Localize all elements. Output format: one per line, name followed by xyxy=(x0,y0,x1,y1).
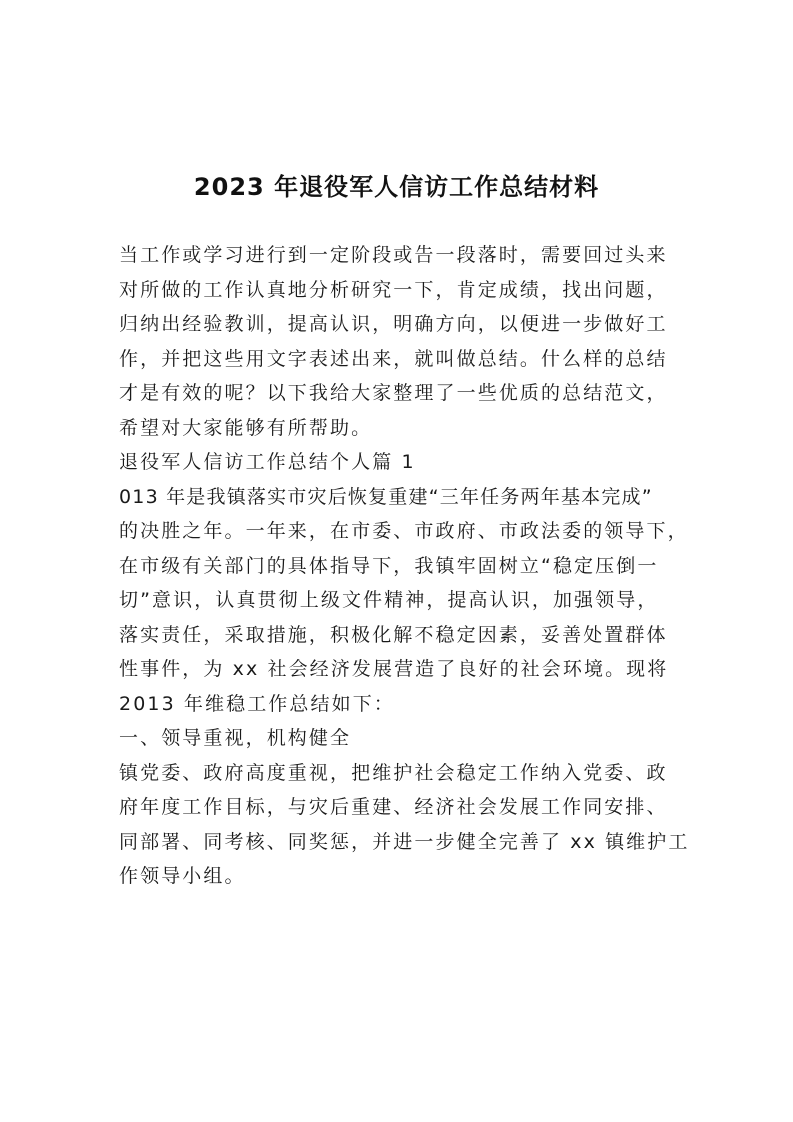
paragraph2-line-3: 同部署、同考核、同奖惩，并进一步健全完善了 xx 镇维护工 xyxy=(119,830,690,853)
document-body xyxy=(119,238,690,894)
paragraph-line-1: 013 年是我镇落实市灾后恢复重建“三年任务两年基本完成” xyxy=(119,485,653,508)
paragraph-line-4: 切”意识，认真贯彻上级文件精神，提高认识，加强领导， xyxy=(119,589,659,611)
document-title: 2023 年退役军人信访工作总结材料 xyxy=(193,173,600,201)
paragraph-line-7: 2013 年维稳工作总结如下： xyxy=(119,692,395,715)
intro-line-5: 才是有效的呢？以下我给大家整理了一些优质的总结范文， xyxy=(119,382,668,404)
paragraph-line-6: 性事件，为 xx 社会经济发展营造了良好的社会环境。现将 xyxy=(119,658,669,680)
paragraph-line-5: 落实责任，采取措施，积极化解不稳定因素，妥善处置群体 xyxy=(119,623,668,646)
paragraph2-line-2: 府年度工作目标，与灾后重建、经济社会发展工作同安排、 xyxy=(119,796,668,818)
paragraph2-line-1: 镇党委、政府高度重视，把维护社会稳定工作纳入党委、政 xyxy=(119,761,668,784)
intro-line-4: 作，并把这些用文字表述出来，就叫做总结。什么样的总结 xyxy=(119,347,668,370)
intro-line-6: 希望对大家能够有所帮助。 xyxy=(119,416,373,439)
paragraph2-line-4: 作领导小组。 xyxy=(119,865,246,887)
paragraph-line-2: 的决胜之年。一年来，在市委、市政府、市政法委的领导下， xyxy=(119,520,689,542)
subheading-1: 一、领导重视，机构健全 xyxy=(119,727,352,749)
paragraph-line-3: 在市级有关部门的具体指导下，我镇牢固树立“稳定压倒一 xyxy=(119,554,659,577)
section-heading: 退役军人信访工作总结个人篇 1 xyxy=(119,451,416,473)
intro-line-2: 对所做的工作认真地分析研究一下，肯定成绩，找出问题， xyxy=(119,278,668,301)
intro-line-1: 当工作或学习进行到一定阶段或告一段落时，需要回过头来 xyxy=(119,244,668,266)
intro-line-3: 归纳出经验教训，提高认识，明确方向，以便进一步做好工 xyxy=(119,313,668,335)
